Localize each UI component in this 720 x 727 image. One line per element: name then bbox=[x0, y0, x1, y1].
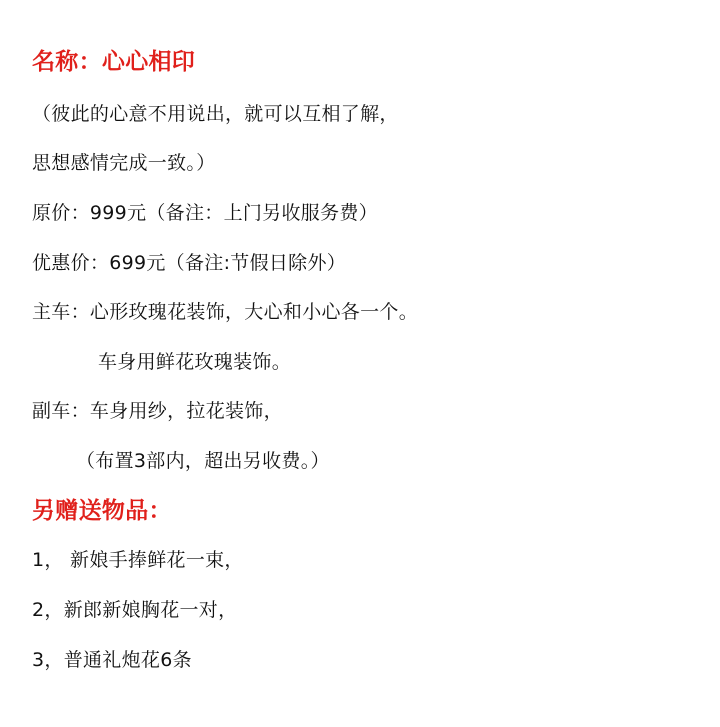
secondary-car-note: （布置3部内，超出另收费。） bbox=[76, 450, 330, 472]
original-price: 原价：999元（备注：上门另收服务费） bbox=[32, 202, 378, 224]
secondary-car-description: 副车：车身用纱，拉花装饰， bbox=[32, 400, 283, 422]
discount-price: 优惠价：699元（备注:节假日除外） bbox=[32, 252, 347, 274]
description-line-1: （彼此的心意不用说出，就可以互相了解， bbox=[32, 103, 399, 125]
description-line-2: 思想感情完成一致。） bbox=[32, 152, 216, 174]
main-car-body-decoration: 车身用鲜花玫瑰装饰。 bbox=[98, 351, 292, 373]
main-car-description: 主车：心形玫瑰花装饰，大心和小心各一个。 bbox=[32, 301, 419, 323]
gift-item: 2，新郎新娘胸花一对， bbox=[32, 599, 238, 621]
gifts-heading: 另赠送物品： bbox=[32, 498, 172, 524]
package-title: 名称：心心相印 bbox=[32, 49, 196, 75]
gift-item: 1， 新娘手捧鲜花一束， bbox=[32, 549, 244, 571]
gift-item: 3，普通礼炮花6条 bbox=[32, 649, 192, 671]
